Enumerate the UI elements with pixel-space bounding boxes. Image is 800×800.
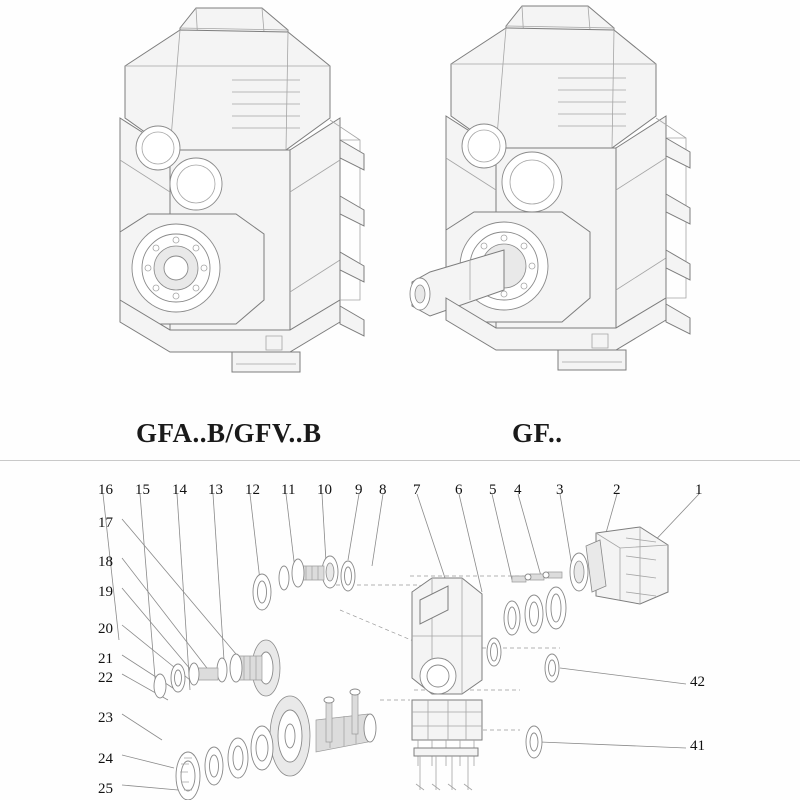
left-view-caption: GFA..B/GFV..B <box>136 418 322 448</box>
right-view-caption: GF.. <box>512 418 563 448</box>
callout-22: 22 <box>98 670 113 686</box>
callout-1: 1 <box>695 482 703 498</box>
callout-11: 11 <box>281 482 296 498</box>
exploded-parts-view <box>0 461 800 800</box>
callout-6: 6 <box>455 482 463 498</box>
callout-7: 7 <box>413 482 421 498</box>
callout-2: 2 <box>613 482 621 498</box>
callout-23: 23 <box>98 710 113 726</box>
callout-41: 41 <box>690 738 705 754</box>
callout-24: 24 <box>98 751 113 767</box>
callout-25: 25 <box>98 781 113 797</box>
left-gearbox-drawing <box>120 8 364 372</box>
callout-12: 12 <box>245 482 260 498</box>
callout-9: 9 <box>355 482 363 498</box>
right-gearbox-drawing <box>410 6 690 370</box>
callout-19: 19 <box>98 584 113 600</box>
callout-16: 16 <box>98 482 113 498</box>
callout-20: 20 <box>98 621 113 637</box>
callout-14: 14 <box>172 482 187 498</box>
callout-3: 3 <box>556 482 564 498</box>
callout-13: 13 <box>208 482 223 498</box>
callout-18: 18 <box>98 554 113 570</box>
callout-21: 21 <box>98 651 113 667</box>
callout-10: 10 <box>317 482 332 498</box>
callout-4: 4 <box>514 482 522 498</box>
callout-42: 42 <box>690 674 705 690</box>
callout-8: 8 <box>379 482 387 498</box>
callout-17: 17 <box>98 515 113 531</box>
callout-5: 5 <box>489 482 497 498</box>
callout-15: 15 <box>135 482 150 498</box>
